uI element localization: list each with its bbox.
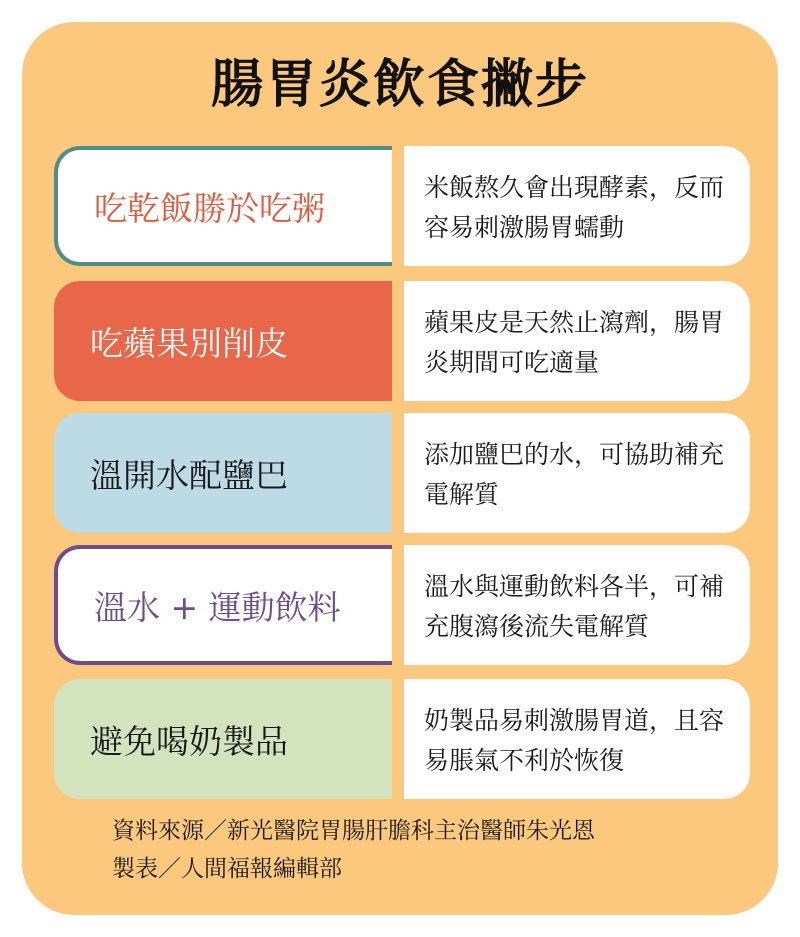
tip-desc-rice: 米飯熬久會出現酵素，反而容易刺激腸胃蠕動 (404, 146, 750, 266)
tip-row-dairy (54, 679, 754, 799)
source-credit: 資料來源／新光醫院胃腸肝膽科主治醫師朱光恩 製表／人間福報編輯部 (112, 818, 595, 882)
tip-label-text: 避免喝奶製品 (90, 721, 288, 761)
tip-label-salt-water (54, 413, 392, 533)
tip-label-text: 溫開水配鹽巴 (90, 455, 288, 495)
tip-label-text: 吃蘋果別削皮 (90, 323, 288, 363)
tip-row-apple (54, 281, 754, 401)
tip-label-dairy (54, 679, 392, 799)
tip-label-sports-drink (54, 545, 392, 665)
tip-desc-sports-drink: 溫水與運動飲料各半，可補充腹瀉後流失電解質 (404, 545, 750, 665)
tip-desc-salt-water: 添加鹽巴的水，可協助補充電解質 (404, 413, 750, 533)
tip-label-text: 吃乾飯勝於吃粥 (94, 188, 325, 228)
tip-label-text: 溫水 + 運動飲料 (94, 587, 341, 627)
tip-desc-apple: 蘋果皮是天然止瀉劑，腸胃炎期間可吃適量 (404, 281, 750, 401)
tip-row-rice (54, 146, 754, 266)
tip-row-salt-water (54, 413, 754, 533)
page-title: 腸胃炎飲食撇步 (210, 55, 589, 115)
tip-row-sports-drink (54, 545, 754, 665)
tip-desc-dairy: 奶製品易刺激腸胃道，且容易脹氣不利於恢復 (404, 679, 750, 799)
tip-label-apple (54, 281, 392, 401)
tip-label-rice (54, 146, 392, 266)
